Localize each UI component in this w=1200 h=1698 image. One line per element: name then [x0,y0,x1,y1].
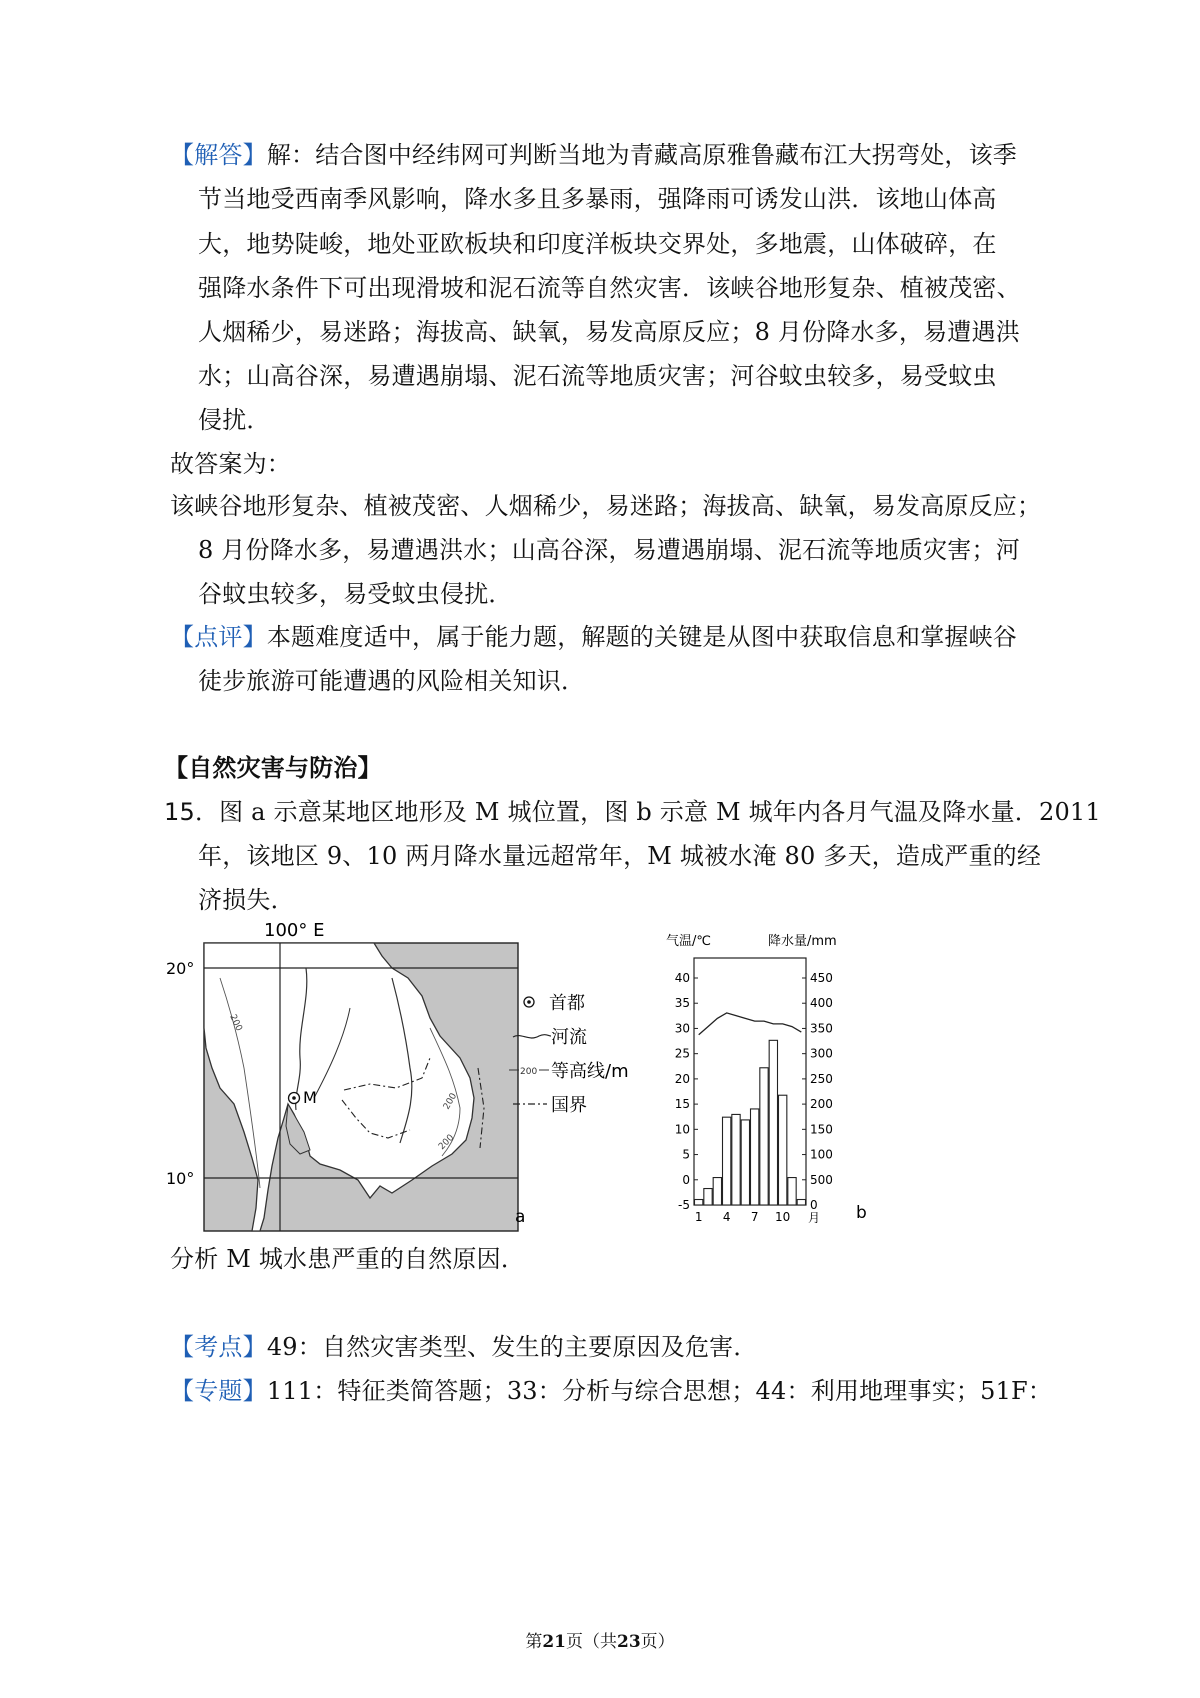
precip-bar-month-9 [769,1040,777,1205]
x-tick-label: 10 [775,1210,791,1224]
left-tick-label: 15 [674,1097,690,1112]
left-tick-label: 25 [674,1046,690,1061]
legend-border-label: 国界 [551,1095,587,1116]
answer-line-1: 【解答】解：结合图中经纬网可判断当地为青藏高原雅鲁藏布江大拐弯处，该季 [170,141,1018,169]
left-tick-label: 30 [674,1021,690,1036]
precip-bar-month-4 [723,1117,731,1205]
x-axis [695,1210,790,1224]
precip-bar-month-11 [788,1178,796,1205]
left-axis-title: 气温/℃ [666,934,711,949]
answer-line-5: 人烟稀少，易迷路；海拔高、缺氧，易发高原反应；8 月份降水多，易遭遇洪 [198,318,1020,346]
section-title: 【自然灾害与防治】 [164,753,382,782]
left-tick-label: 0 [682,1172,690,1187]
legend-capital-label: 首都 [549,993,585,1014]
zhuanti-tag: 【专题】 [170,1377,267,1405]
x-tick-label: 4 [722,1210,731,1224]
precipitation-bars [695,1040,806,1205]
conclusion-line-3: 谷蚊虫较多，易受蚊虫侵扰． [198,580,513,608]
conclusion-line-2: 8 月份降水多，易遭遇洪水；山高谷深，易遭遇崩塌、泥石流等地质灾害；河 [198,536,1020,564]
map-figure-a [160,918,550,1240]
left-tick-label: 35 [674,996,690,1011]
legend-contour-label: 等高线/m [551,1061,629,1082]
conclusion-line-1: 该峡谷地形复杂、植被茂密、人烟稀少，易迷路；海拔高、缺氧，易发高原反应； [170,492,1042,520]
x-tick-label: 7 [750,1210,759,1224]
page-number: 21 [542,1632,566,1652]
figure-b-label: b [856,1203,867,1223]
page-footer: 第21页（共23页） [525,1632,675,1652]
right-tick-label: 100 [810,1147,833,1162]
precip-bar-month-1 [695,1200,703,1205]
zhuanti-line: 【专题】111：特征类简答题；33：分析与综合思想；44：利用地理事实；51F： [170,1377,1053,1405]
question-line-1: 15．图 a 示意某地区地形及 M 城位置，图 b 示意 M 城年内各月气温及降水量．2011 [164,798,1101,826]
right-tick-label: 250 [810,1071,833,1086]
right-tick-label: 400 [810,996,833,1011]
right-tick-label: 150 [810,1122,833,1137]
question-prompt: 分析 M 城水患严重的自然原因． [170,1245,526,1273]
right-tick-label: 450 [810,971,833,985]
right-tick-label: 0 [810,1198,818,1212]
city-m-label: M [303,1088,317,1107]
climate-chart-b [660,926,880,1232]
question-line-3: 济损失． [198,886,295,914]
latitude-label-20: 20° [166,959,195,978]
kaodian-tag: 【考点】 [170,1333,267,1361]
legend-contour-sample: 200 [520,1067,538,1077]
answer-line-7: 侵扰． [198,406,271,434]
answer-line-3: 大，地势陡峻，地处亚欧板块和印度洋板块交界处，多地震，山体破碎，在 [198,230,997,258]
question-number: 15． [164,798,220,826]
precip-bar-month-6 [741,1120,749,1205]
legend-river-label: 河流 [551,1027,587,1048]
kaodian-line: 【考点】49：自然灾害类型、发生的主要原因及危害． [170,1333,758,1361]
precip-bar-month-12 [797,1200,805,1205]
precip-bar-month-5 [732,1114,740,1205]
precip-bar-month-3 [713,1178,721,1205]
answer-line-4: 强降水条件下可出现滑坡和泥石流等自然灾害．该峡谷地形复杂、植被茂密、 [198,274,1021,302]
right-tick-label: 200 [810,1097,833,1112]
question-line-2: 年，该地区 9、10 两月降水量远超常年，M 城被水淹 80 多天，造成严重的经 [198,842,1042,870]
left-tick-label: 10 [674,1122,690,1137]
page-total: 23 [617,1632,641,1652]
right-axis-title: 降水量/mm [768,934,837,949]
map-legend [505,990,655,1130]
precip-bar-month-7 [751,1109,759,1205]
left-tick-label: 40 [674,971,690,985]
answer-line-6: 水；山高谷深，易遭遇崩塌、泥石流等地质灾害；河谷蚊虫较多，易受蚊虫 [198,362,997,390]
answer-line-2: 节当地受西南季风影响，降水多且多暴雨，强降雨可诱发山洪．该地山体高 [198,185,997,213]
contour-label-3: 200 [437,1132,457,1153]
precip-bar-month-8 [760,1068,768,1205]
temperature-line [699,1013,802,1035]
river-line-icon [513,1035,551,1038]
figure-a-label: a [515,1207,526,1227]
comment-line-1: 【点评】本题难度适中，属于能力题，解题的关键是从图中获取信息和掌握峡谷 [170,623,1018,651]
right-tick-label: 350 [810,1021,833,1036]
contour-label-1: 200 [227,1013,244,1033]
precip-bar-month-2 [704,1189,712,1205]
left-tick-label: 20 [674,1071,690,1086]
x-axis-unit: 月 [808,1211,821,1225]
precip-bar-month-10 [779,1095,787,1205]
latitude-label-10: 10° [166,1169,195,1188]
right-tick-label: 500 [810,1172,833,1187]
comment-line-2: 徒步旅游可能遭遇的风险相关知识． [198,667,586,695]
right-tick-label: 300 [810,1046,833,1061]
right-axis [802,971,833,1212]
left-tick-label: -5 [678,1198,690,1212]
x-tick-label: 1 [694,1210,703,1224]
left-tick-label: 5 [682,1147,690,1162]
answer-tag: 【解答】 [170,141,267,169]
longitude-label: 100° E [264,920,325,941]
contour-label-2: 200 [441,1091,460,1112]
comment-tag: 【点评】 [170,623,267,651]
conclusion-heading: 故答案为： [170,450,291,478]
